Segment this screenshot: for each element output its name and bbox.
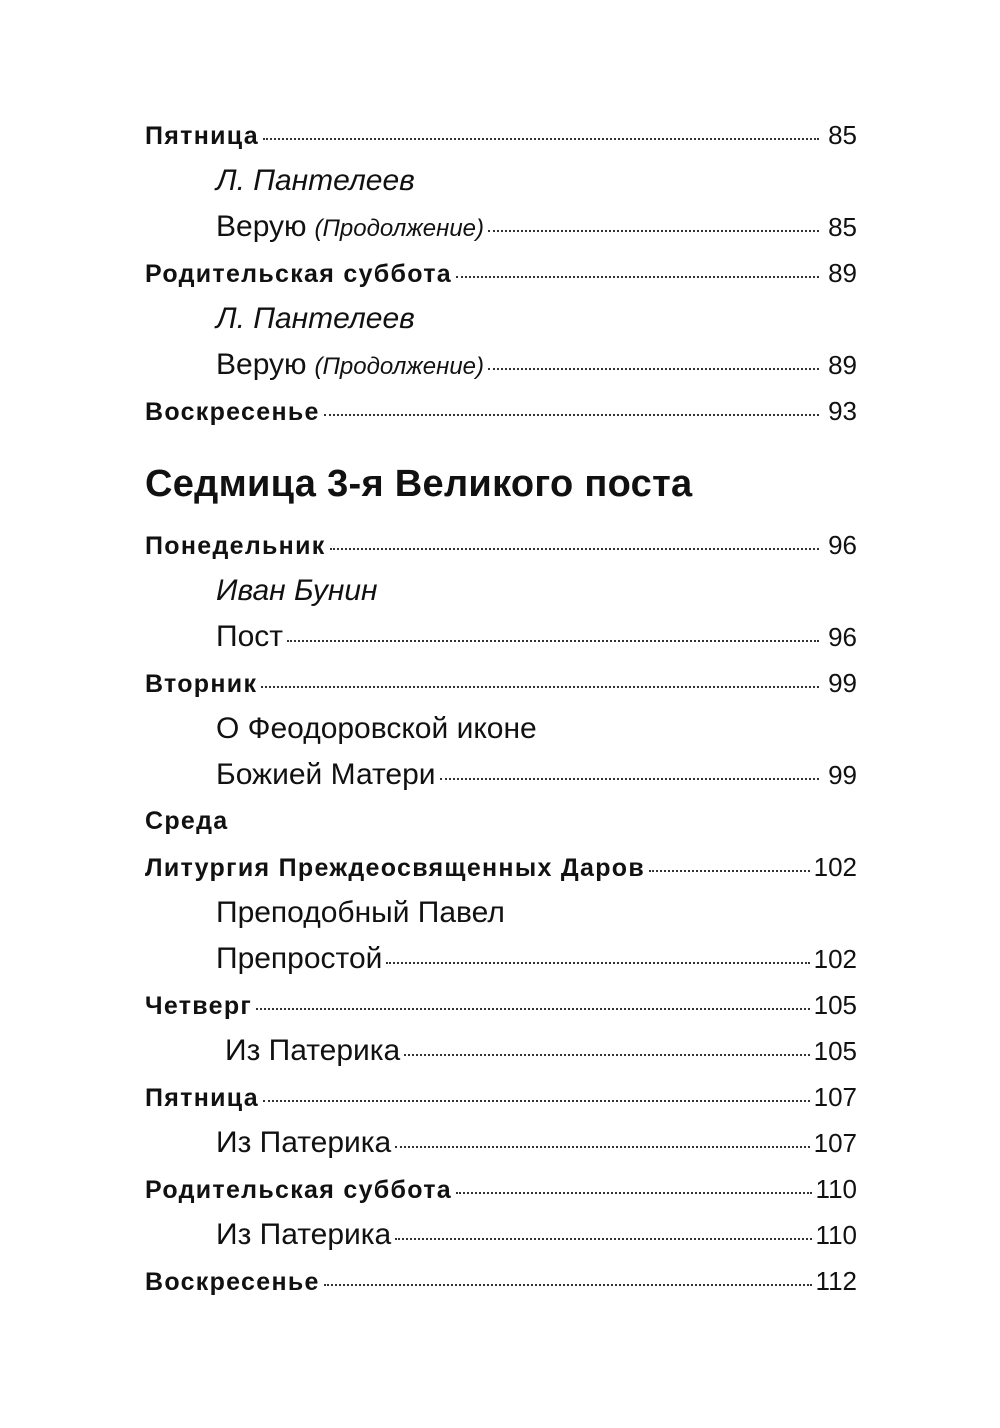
dot-leader: [488, 230, 819, 232]
page-number: 99: [828, 668, 857, 698]
toc-entry-day[interactable]: [145, 112, 857, 158]
toc-entry-work[interactable]: [145, 342, 857, 388]
entry-label: Воскресенье: [145, 1268, 320, 1296]
dot-leader: [261, 686, 819, 688]
page-number: 102: [813, 852, 857, 882]
toc-entry-day[interactable]: [145, 1074, 857, 1120]
toc-author: [145, 568, 857, 614]
toc-entry-work[interactable]: [145, 1028, 857, 1074]
entry-label: Верую: [216, 210, 307, 243]
dot-leader: [324, 414, 819, 416]
dot-leader: [649, 870, 810, 872]
entry-label: Воскресенье: [145, 398, 320, 426]
toc-entry-day[interactable]: [145, 1258, 857, 1304]
toc-author: [145, 296, 857, 342]
page-number: 110: [815, 1174, 857, 1204]
toc-work-line: [145, 890, 857, 936]
page-number: 89: [828, 258, 857, 288]
section-title-text: Седмица 3-я Великого поста: [145, 463, 693, 505]
author-name: Л. Пантелеев: [216, 302, 415, 335]
dot-leader: [456, 1192, 812, 1194]
page-number: 102: [813, 944, 857, 974]
toc-entry-day[interactable]: [145, 982, 857, 1028]
dot-leader: [263, 138, 819, 140]
table-of-contents: [145, 112, 857, 1304]
entry-label: Преподобный Павел: [216, 896, 505, 929]
entry-label: Из Патерика: [216, 1218, 392, 1251]
toc-entry-day[interactable]: [145, 1166, 857, 1212]
dot-leader: [263, 1100, 810, 1102]
toc-entry-work[interactable]: [145, 1120, 857, 1166]
toc-entry-work[interactable]: [145, 936, 857, 982]
dot-leader: [256, 1008, 809, 1010]
dot-leader: [456, 276, 819, 278]
entry-label: Родительская суббота: [145, 260, 452, 288]
page-number: 99: [828, 760, 857, 790]
dot-leader: [395, 1238, 811, 1240]
page-number: 85: [828, 212, 857, 242]
toc-work-line: [145, 706, 857, 752]
section-title: [145, 434, 857, 522]
dot-leader: [395, 1146, 809, 1148]
dot-leader: [488, 368, 819, 370]
entry-label: Литургия Преждеосвященных Даров: [145, 854, 646, 882]
toc-author: [145, 158, 857, 204]
page-number: 89: [828, 350, 857, 380]
page-number: 96: [828, 530, 857, 560]
entry-label: Верую: [216, 348, 307, 381]
entry-note: (Продолжение): [314, 215, 484, 242]
toc-entry-day[interactable]: [145, 844, 857, 890]
toc-entry-day[interactable]: [145, 250, 857, 296]
page-number: 105: [813, 990, 857, 1020]
dot-leader: [287, 640, 819, 642]
toc-entry-work[interactable]: [145, 1212, 857, 1258]
entry-label: Пост: [216, 620, 283, 653]
entry-label: Препростой: [216, 942, 383, 975]
toc-entry-work[interactable]: [145, 204, 857, 250]
toc-entry-day[interactable]: [145, 388, 857, 434]
page-number: 107: [813, 1082, 857, 1112]
entry-label: Вторник: [145, 670, 258, 698]
entry-note: (Продолжение): [314, 353, 484, 380]
dot-leader: [386, 962, 809, 964]
page-number: 85: [828, 120, 857, 150]
entry-label: Пятница: [145, 122, 259, 150]
page-number: 112: [815, 1266, 857, 1296]
entry-label: Среда: [145, 807, 229, 835]
entry-label: Пятница: [145, 1084, 259, 1112]
entry-label: Из Патерика: [216, 1126, 392, 1159]
entry-label: О Феодоровской иконе: [216, 712, 537, 745]
author-name: Иван Бунин: [216, 574, 378, 607]
entry-label: Божией Матери: [216, 758, 436, 791]
dot-leader: [330, 548, 819, 550]
page-number: 105: [813, 1036, 857, 1066]
page-number: 110: [815, 1220, 857, 1250]
author-name: Л. Пантелеев: [216, 164, 415, 197]
page-number: 96: [828, 622, 857, 652]
entry-label: Понедельник: [145, 532, 326, 560]
toc-entry-work[interactable]: [145, 614, 857, 660]
page-number: 107: [813, 1128, 857, 1158]
entry-label: Из Патерика: [225, 1034, 401, 1067]
dot-leader: [324, 1284, 812, 1286]
toc-day-line: [145, 798, 857, 844]
entry-label: Четверг: [145, 992, 253, 1020]
dot-leader: [404, 1054, 809, 1056]
toc-entry-work[interactable]: [145, 752, 857, 798]
entry-label: Родительская суббота: [145, 1176, 452, 1204]
dot-leader: [440, 778, 819, 780]
toc-entry-day[interactable]: [145, 660, 857, 706]
page-number: 93: [828, 396, 857, 426]
